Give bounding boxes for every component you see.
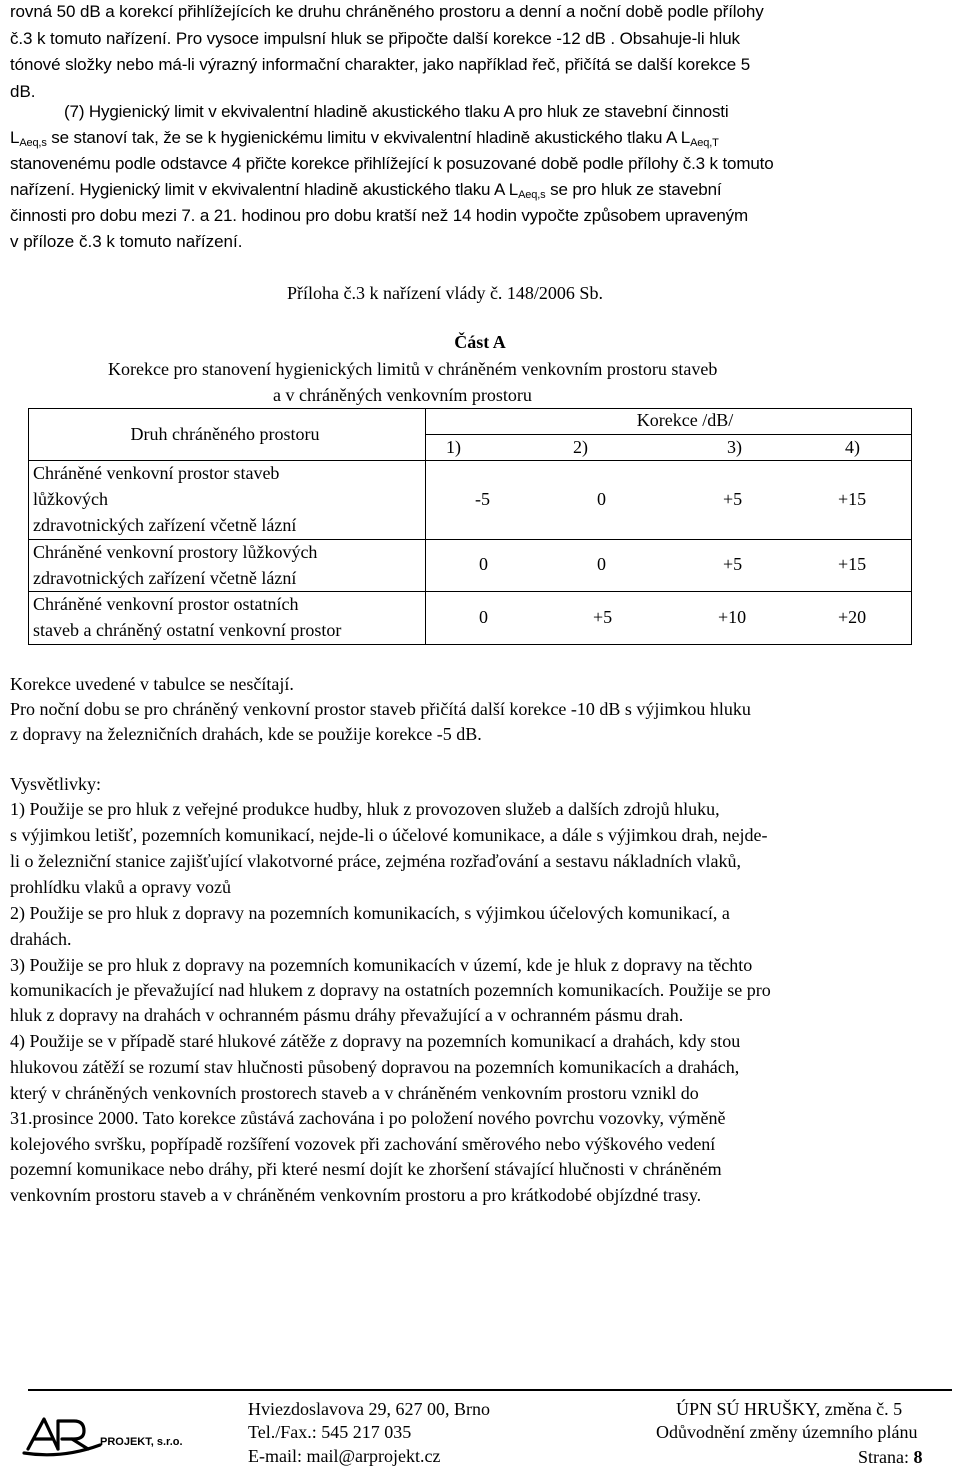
annex-part-heading: Část A bbox=[454, 332, 506, 352]
table-row-2-val-4: +15 bbox=[838, 554, 867, 574]
after-table-line-1: Korekce uvedené v tabulce se nesčítají. bbox=[10, 674, 294, 694]
table-rule-bottom bbox=[28, 644, 912, 645]
table-row-2-label-a: Chráněné venkovní prostory lůžkových bbox=[33, 542, 318, 562]
table-row-1-label-c: zdravotnických zařízení včetně lázní bbox=[33, 515, 297, 535]
para7-line-4: nařízení. Hygienický limit v ekvivalentní hladině akustického tlaku A $L_{Aeq,s}$ se pro hluk ze stavební bbox=[10, 180, 722, 201]
note-line: hlukovou zátěží se rozumí stav hlučnosti působený dopravou na pozemních komunikacích a drahách, bbox=[10, 1057, 740, 1077]
logo-company-text: PROJEKT, s.r.o. bbox=[100, 1436, 183, 1448]
table-col-head: Druh chráněného prostoru bbox=[130, 424, 320, 444]
table-col-1: 1) bbox=[446, 437, 461, 457]
page-number: 8 bbox=[913, 1447, 923, 1467]
note-line: 3) Použije se pro hluk z dopravy na pozemních komunikacích v území, kde je hluk z dopravy na těchto bbox=[10, 955, 753, 975]
note-line: venkovním prostoru staveb a v chráněném venkovním prostoru a pro krátkodobé objízdné trasy. bbox=[10, 1185, 702, 1205]
table-row-3-val-4: +20 bbox=[838, 607, 867, 627]
note-line: komunikacích je převažující nad hlukem z dopravy na ostatních pozemních komunikacích. Použije se pro bbox=[10, 980, 771, 1000]
para7-line-6: v příloze č.3 k tomuto nařízení. bbox=[10, 232, 243, 251]
table-row-2-val-2: 0 bbox=[597, 554, 606, 574]
footer-phone: Tel./Fax.: 545 217 035 bbox=[248, 1422, 412, 1442]
company-logo bbox=[22, 1405, 102, 1462]
note-line: 1) Použije se pro hluk z veřejné produkce hudby, hluk z provozoven služeb a dalších zdrojů hluku, bbox=[10, 799, 720, 819]
table-rule-row2 bbox=[28, 591, 912, 592]
note-line: hluk z dopravy na drahách v ochranném pásmu dráhy převažující a v ochranném pásmu drah. bbox=[10, 1005, 684, 1025]
note-line: prohlídku vlaků a opravy vozů bbox=[10, 877, 231, 897]
note-line: li o železniční stanice zajišťující vlakotvorné práce, zejména rozřaďování a sestavu nákladních vlaků, bbox=[10, 851, 742, 871]
intro-line-3: tónové složky nebo má-li výrazný informační charakter, jako například řeč, přičítá se další korekce 5 bbox=[10, 55, 751, 74]
table-row-1-val-2: 0 bbox=[597, 489, 606, 509]
table-rule-divider bbox=[425, 408, 426, 645]
table-row-1-val-1: -5 bbox=[475, 489, 490, 509]
table-row-3-val-1: 0 bbox=[479, 607, 488, 627]
note-line: pozemní komunikace nebo dráhy, při které nesmí dojít ke zhoršení stávající hlučnosti v chráněném bbox=[10, 1159, 722, 1179]
footer-address: Hviezdoslavova 29, 627 00, Brno bbox=[248, 1399, 490, 1419]
note-line: drahách. bbox=[10, 929, 72, 949]
footer-rule bbox=[28, 1389, 952, 1391]
annex-subtitle-2: a v chráněných venkovním prostoru bbox=[273, 385, 532, 405]
table-row-1-val-4: +15 bbox=[838, 489, 867, 509]
footer-doc: Odůvodnění změny územního plánu bbox=[656, 1422, 918, 1442]
annex-subtitle-1: Korekce pro stanovení hygienických limitů v chráněném venkovním prostoru staveb bbox=[108, 359, 718, 379]
note-line: 31.prosince 2000. Tato korekce zůstává zachována i po položení nového povrchu vozovky, výměně bbox=[10, 1108, 726, 1128]
note-line: který v chráněných venkovních prostorech staveb a v chráněném venkovním prostoru vznikl do bbox=[10, 1083, 699, 1103]
after-table-line-2: Pro noční dobu se pro chráněný venkovní prostor staveb přičítá další korekce -10 dB s výjimkou hluku bbox=[10, 699, 751, 719]
table-rule-group bbox=[425, 434, 912, 435]
notes-title: Vysvětlivky: bbox=[10, 774, 102, 794]
table-row-1-val-3: +5 bbox=[723, 489, 743, 509]
table-row-2-val-3: +5 bbox=[723, 554, 743, 574]
note-line: s výjimkou letišť, pozemních komunikací, nejde-li o účelové komunikace, a dále s výjimkou drah, nejde- bbox=[10, 825, 768, 845]
table-rule-top bbox=[28, 408, 912, 409]
note-line: 4) Použije se v případě staré hlukové zátěže z dopravy na pozemních komunikací a drahách, kdy stou bbox=[10, 1031, 741, 1051]
table-rule-header bbox=[28, 460, 912, 461]
annex-title: Příloha č.3 k nařízení vlády č. 148/2006 Sb. bbox=[287, 283, 603, 303]
table-group-head: Korekce /dB/ bbox=[636, 410, 734, 430]
intro-line-4: dB. bbox=[10, 82, 36, 101]
table-row-3-val-2: +5 bbox=[593, 607, 613, 627]
footer-project: ÚPN SÚ HRUŠKY, změna č. 5 bbox=[676, 1399, 903, 1419]
note-line: kolejového svršku, popřípadě rozšíření vozovek při zachování směrového nebo výškového vedení bbox=[10, 1134, 716, 1154]
table-row-2-label-b: zdravotnických zařízení včetně lázní bbox=[33, 568, 297, 588]
intro-line-2: č.3 k tomuto nařízení. Pro vysoce impulsní hluk se připočte další korekce -12 dB . Obsahuje-li hluk bbox=[10, 29, 740, 48]
table-row-1-label-b: lůžkových bbox=[33, 489, 108, 509]
after-table-line-3: z dopravy na železničních drahách, kde se použije korekce -5 dB. bbox=[10, 724, 482, 744]
note-line: 2) Použije se pro hluk z dopravy na pozemních komunikacích, s výjimkou účelových komunikací, a bbox=[10, 903, 730, 923]
table-row-3-label-a: Chráněné venkovní prostor ostatních bbox=[33, 594, 299, 614]
para7-line-1: (7) Hygienický limit v ekvivalentní hladině akustického tlaku A pro hluk ze stavební činnosti bbox=[64, 102, 729, 121]
footer-email[interactable]: E-mail: mail@arprojekt.cz bbox=[248, 1446, 441, 1466]
table-col-3: 3) bbox=[727, 437, 742, 457]
table-rule-row1 bbox=[28, 539, 912, 540]
table-col-4: 4) bbox=[845, 437, 860, 457]
para7-line-5: činnosti pro dobu mezi 7. a 21. hodinou pro dobu kratší než 14 hodin vypočte způsobem upraveným bbox=[10, 206, 748, 225]
table-row-2-val-1: 0 bbox=[479, 554, 488, 574]
page-label: Strana: bbox=[858, 1447, 914, 1467]
table-col-2: 2) bbox=[573, 437, 588, 457]
table-row-3-label-b: staveb a chráněný ostatní venkovní prostor bbox=[33, 620, 342, 640]
footer-page bbox=[858, 1447, 923, 1468]
para7-line-3: stanovenému podle odstavce 4 přičte korekce přihlížející k posuzované době podle přílohy č.3 k tomuto bbox=[10, 154, 774, 173]
para7-line-2: $L_{Aeq,s}$ se stanoví tak, že se k hygienickému limitu v ekvivalentní hladině akustického tlaku A $L_{Aeq,T}$ bbox=[10, 128, 719, 149]
table-row-3-val-3: +10 bbox=[718, 607, 747, 627]
intro-line-1: rovná 50 dB a korekcí přihlížejících ke druhu chráněného prostoru a denní a noční době podle přílohy bbox=[10, 2, 764, 21]
table-rule-left bbox=[28, 408, 29, 645]
table-row-1-label-a: Chráněné venkovní prostor staveb bbox=[33, 463, 280, 483]
logo-mark-icon bbox=[22, 1405, 102, 1457]
table-rule-right bbox=[911, 408, 912, 645]
